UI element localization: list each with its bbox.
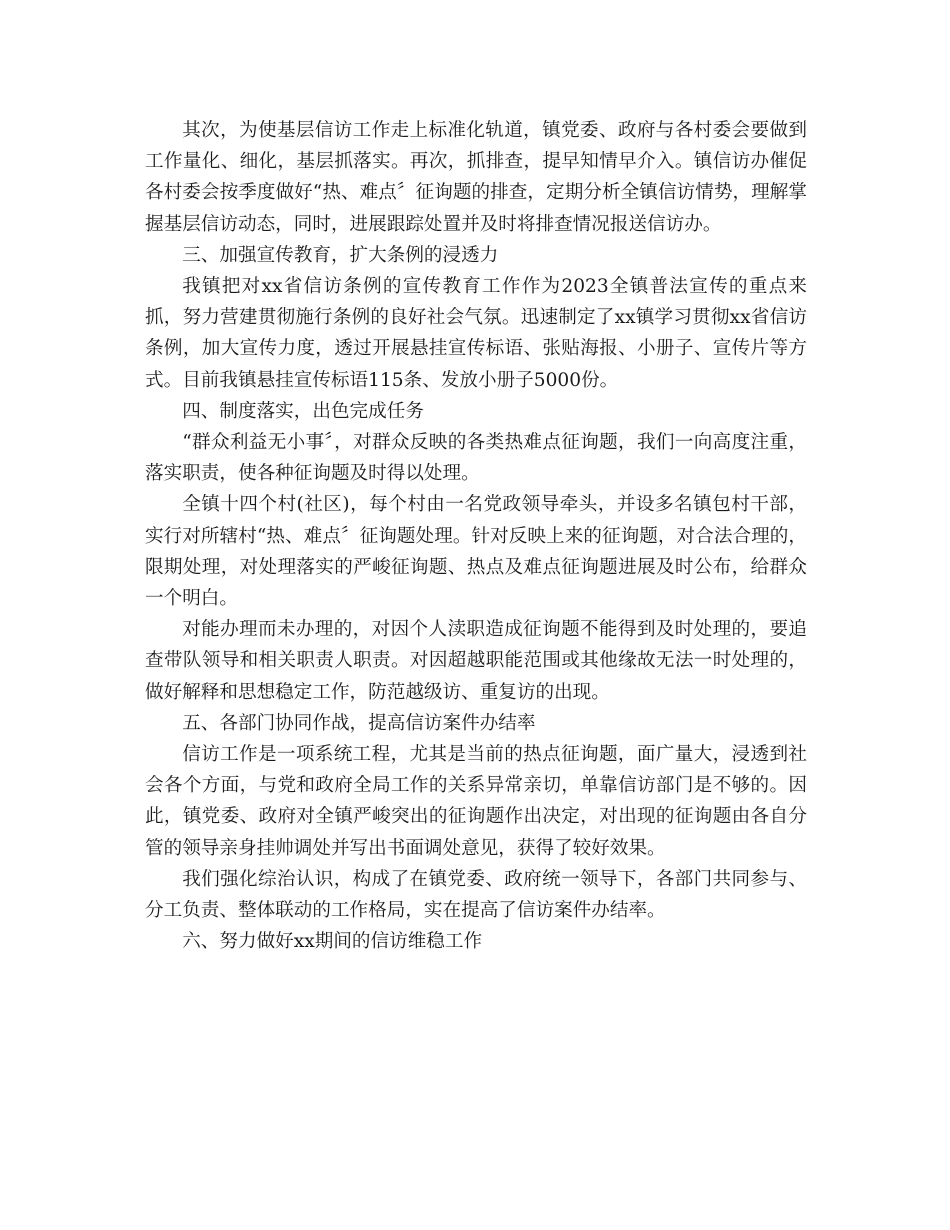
section-heading: 六、努力做好xx期间的信访维稳工作 <box>182 931 483 953</box>
paragraph: 我们强化综治认识，构成了在镇党委、政府统一领导下，各部门共同参与、分工负责、整体联动的工作格局，实在提高了信访案件办结率。 <box>145 868 807 922</box>
paragraph: 全镇十四个村(社区)，每个村由一名党政领导牵头，并设多名镇包村干部，实行对所辖村“热、难点〞征询题处理。针对反映上来的征询题，对合法合理的，限期处理，对处理落实的严峻征询题、热点及难点征询题进展及时公布，给群众一个明白。 <box>145 494 807 610</box>
section-heading: 五、各部门协同作战，提高信访案件办结率 <box>182 712 536 734</box>
section-heading: 三、加强宣传教育，扩大条例的浸透力 <box>182 244 499 266</box>
paragraph: 信访工作是一项系统工程，尤其是当前的热点征询题，面广量大，浸透到社会各个方面，与党和政府全局工作的关系异常亲切，单靠信访部门是不够的。因此，镇党委、政府对全镇严峻突出的征询题作出决定，对出现的征询题由各自分管的领导亲身挂帅调处并写出书面调处意见，获得了较好效果。 <box>145 744 807 859</box>
paragraph: 其次，为使基层信访工作走上标准化轨道，镇党委、政府与各村委会要做到工作量化、细化，基层抓落实。再次，抓排查，提早知情早介入。镇信访办催促各村委会按季度做好“热、难点〞征询题的排查，定期分析全镇信访情势，理解掌握基层信访动态，同时，进展跟踪处置并及时将排查情况报送信访办。 <box>145 120 807 235</box>
document-body <box>145 115 807 957</box>
paragraph: “群众利益无小事〞，对群众反映的各类热难点征询题，我们一向高度注重，落实职责，使各种征询题及时得以处理。 <box>145 432 807 485</box>
paragraph: 我镇把对xx省信访条例的宣传教育工作作为2023全镇普法宣传的重点来抓，努力营建贯彻施行条例的良好社会气氛。迅速制定了xx镇学习贯彻xx省信访条例，加大宣传力度，透过开展悬挂宣传标语、张贴海报、小册子、宣传片等方式。目前我镇悬挂宣传标语115条、发放小册子5000份。 <box>145 276 807 391</box>
section-heading: 四、制度落实，出色完成任务 <box>182 400 424 422</box>
paragraph: 对能办理而未办理的，对因个人渎职造成征询题不能得到及时处理的，要追查带队领导和相关职责人职责。对因超越职能范围或其他缘故无法一时处理的，做好解释和思想稳定工作，防范越级访、重复访的出现。 <box>145 619 807 703</box>
